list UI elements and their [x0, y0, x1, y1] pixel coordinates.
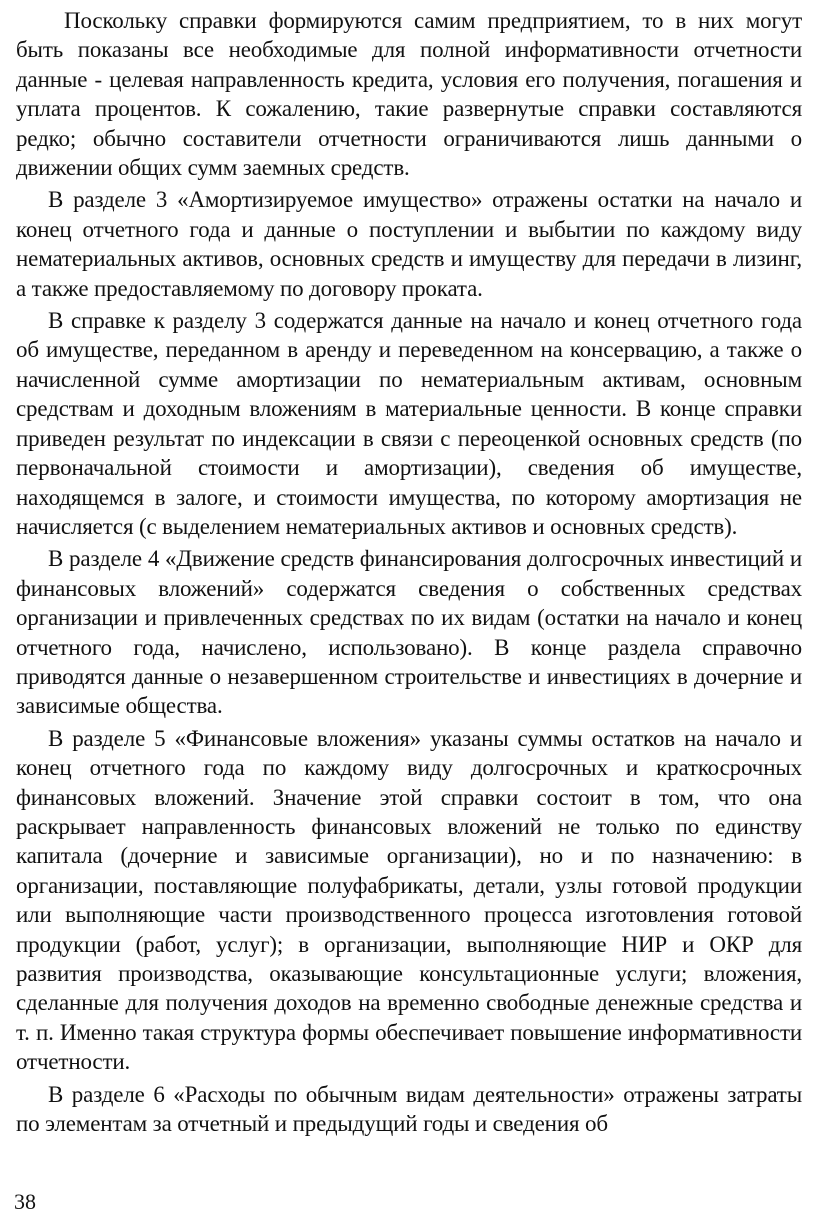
paragraph-6: В разделе 6 «Расходы по обычным видам деятельности» отражены затраты по элементам за отчетный и предыдущий годы и сведения об: [16, 1081, 802, 1137]
paragraph-1: Поскольку справки формируются самим предприятием, то в них могут быть показаны все необходимые для полной информативности отчетности данные - целевая направленность кредита, условия его получения, погашения и уплата процентов. К сожалению, такие развернутые справки составляются редко; обычно составители отчетности ограничиваются лишь данными о движении общих сумм заемных средств.: [16, 8, 802, 181]
paragraph-5: В разделе 5 «Финансовые вложения» указаны суммы остатков на начало и конец отчетного года по каждому виду долгосрочных и краткосрочных финансовых вложений. Значение этой справки состоит в том, что она раскрывает направленность финансовых вложений не только по единству капитала (дочерние и зависимые организации), но и по назначению: в организации, поставляющие полуфабрикаты, детали, узлы готовой продукции или выполняющие части производственного процесса изготовления готовой продукции (работ, услуг); в организации, выполняющие НИР и ОКР для развития производства, оказывающие консультационные услуги; вложения, сделанные для получения доходов на временно свободные денежные средства и т. п. Именно такая структура формы обеспечивает повышение информативности отчетности.: [16, 725, 802, 1075]
page-number: 38: [14, 1189, 36, 1214]
paragraph-4: В разделе 4 «Движение средств финансирования долгосрочных инвестиций и финансовых вложений» содержатся сведения о собственных средствах организации и привлеченных средствах по их видам (остатки на начало и конец отчетного года, начислено, использовано). В конце раздела справочно приводятся данные о незавершенном строительстве и инвестициях в дочерние и зависимые общества.: [16, 546, 802, 719]
page-body: [16, 6, 802, 1141]
paragraph-3: В справке к разделу 3 содержатся данные на начало и конец отчетного года об имуществе, переданном в аренду и переведенном на консервацию, а также о начисленной сумме амортизации по нематериальным активам, основным средствам и доходным вложениям в материальные ценности. В конце справки приведен результат по индексации в связи с переоценкой основных средств (по первоначальной стоимости и амортизации), сведения об имуществе, находящемся в залоге, и стоимости имущества, по которому амортизация не начисляется (с выделением нематериальных активов и основных средств).: [16, 308, 802, 539]
paragraph-2: В разделе 3 «Амортизируемое имущество» отражены остатки на начало и конец отчетного года и данные о поступлении и выбытии по каждому виду нематериальных активов, основных средств и имуществу для передачи в лизинг, а также предоставляемому по договору проката.: [16, 187, 802, 301]
